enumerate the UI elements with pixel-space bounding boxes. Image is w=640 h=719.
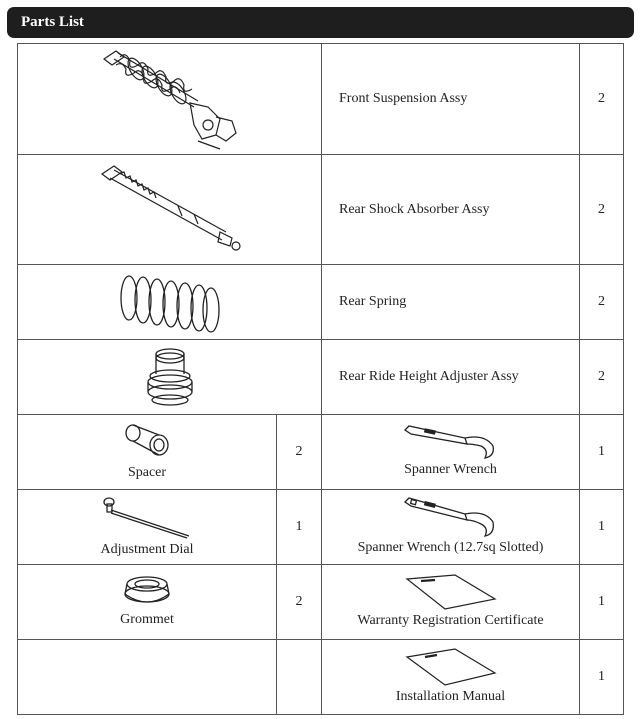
part-qty: 2 bbox=[580, 265, 624, 340]
part-qty: 2 bbox=[580, 44, 624, 155]
part-cell bbox=[18, 565, 277, 640]
part-name: Rear Shock Absorber Assy bbox=[322, 155, 580, 265]
part-name: Installation Manual bbox=[395, 688, 506, 704]
part-qty: 2 bbox=[277, 415, 322, 490]
table-row bbox=[18, 340, 624, 415]
part-cell-empty bbox=[18, 640, 277, 715]
table-row bbox=[18, 565, 624, 640]
table-row bbox=[18, 415, 624, 490]
rear-shock-icon bbox=[90, 160, 250, 260]
part-qty: 1 bbox=[580, 565, 624, 640]
part-image-cell bbox=[18, 155, 322, 265]
height-adjuster-icon bbox=[138, 344, 202, 410]
part-cell bbox=[18, 490, 277, 565]
part-name: Spanner Wrench bbox=[404, 461, 497, 477]
part-image-cell bbox=[18, 340, 322, 415]
part-qty: 2 bbox=[580, 340, 624, 415]
part-name: Front Suspension Assy bbox=[322, 44, 580, 155]
part-cell bbox=[322, 565, 580, 640]
table-row bbox=[18, 640, 624, 715]
part-cell bbox=[322, 490, 580, 565]
part-qty: 1 bbox=[277, 490, 322, 565]
table-row bbox=[18, 265, 624, 340]
front-suspension-icon bbox=[90, 45, 250, 153]
part-name: Warranty Registration Certificate bbox=[357, 612, 544, 628]
adjustment-dial-icon bbox=[99, 494, 195, 540]
part-qty: 2 bbox=[580, 155, 624, 265]
certificate-icon bbox=[401, 573, 501, 611]
page-title: Parts List bbox=[21, 14, 84, 30]
part-qty-empty bbox=[277, 640, 322, 715]
part-name: Adjustment Dial bbox=[100, 541, 194, 557]
part-qty: 1 bbox=[580, 640, 624, 715]
part-cell bbox=[322, 640, 580, 715]
spacer-icon bbox=[121, 421, 173, 463]
part-image-cell bbox=[18, 44, 322, 155]
parts-table bbox=[17, 43, 624, 715]
part-image-cell bbox=[18, 265, 322, 340]
spanner-wrench-icon bbox=[401, 424, 501, 460]
part-name: Spacer bbox=[127, 464, 167, 480]
part-cell bbox=[322, 415, 580, 490]
slotted-spanner-icon bbox=[401, 496, 501, 538]
part-qty: 2 bbox=[277, 565, 322, 640]
grommet-icon bbox=[119, 574, 175, 610]
table-row bbox=[18, 490, 624, 565]
part-cell bbox=[18, 415, 277, 490]
table-row bbox=[18, 44, 624, 155]
part-qty: 1 bbox=[580, 415, 624, 490]
part-qty: 1 bbox=[580, 490, 624, 565]
table-row bbox=[18, 155, 624, 265]
part-name: Rear Spring bbox=[322, 265, 580, 340]
part-name: Grommet bbox=[120, 611, 174, 627]
part-name: Spanner Wrench (12.7sq Slotted) bbox=[357, 539, 544, 555]
rear-spring-icon bbox=[115, 268, 225, 336]
manual-icon bbox=[401, 647, 501, 687]
parts-list-header bbox=[7, 7, 634, 38]
part-name: Rear Ride Height Adjuster Assy bbox=[322, 340, 580, 415]
